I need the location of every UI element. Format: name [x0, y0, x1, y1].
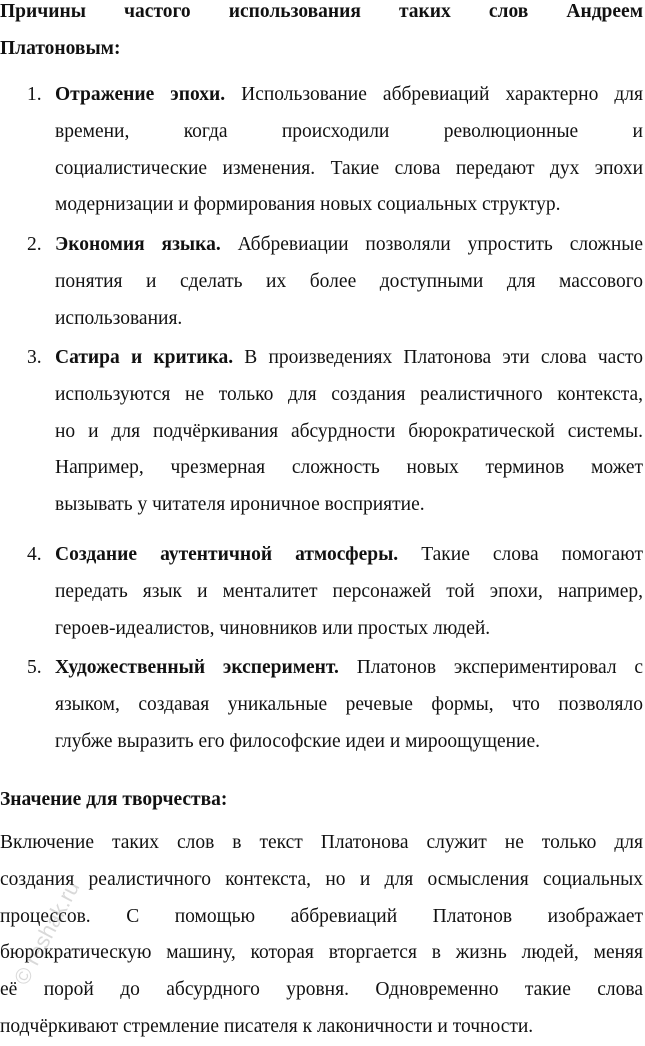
- list-item-line: использования.: [55, 307, 183, 329]
- list-item-title: Сатира и критика.: [55, 347, 234, 368]
- list-number: 2.: [27, 234, 42, 255]
- list-item-title: Создание аутентичной атмосферы.: [55, 544, 399, 565]
- list-item-line: модернизации и формирования новых социальных структур.: [55, 194, 561, 216]
- paragraph-line: Включение таких слов в текст Платонова служит не только для: [0, 832, 643, 853]
- list-item: [27, 77, 643, 224]
- list-number: 4.: [27, 544, 42, 565]
- list-item-text: Использование аббревиаций характерно для: [225, 84, 643, 105]
- list-item-title: Художественный эксперимент.: [55, 657, 339, 678]
- heading-line: Платоновым:: [0, 37, 121, 59]
- list-number: 1.: [27, 84, 42, 105]
- section-heading-significance: Значение для творчества:: [0, 789, 228, 810]
- list-item-line: Например, чрезмерная сложность новых терминов может: [55, 457, 643, 479]
- list-item-line: времени, когда происходили революционные и: [55, 120, 643, 142]
- list-item-line: понятия и сделать их более доступными для массового: [55, 270, 643, 292]
- list-item-line: вызывать у читателя ироничное восприятие.: [55, 494, 425, 516]
- list-item-line: [55, 227, 643, 264]
- paragraph-line: её порой до абсурдного уровня. Одновременно такие слова: [0, 979, 643, 1001]
- paragraph-line: подчёркивают стремление писателя к лаконичности и точности.: [0, 1015, 534, 1037]
- paragraph-line: бюрократическую машину, которая вторгается в жизнь людей, меняя: [0, 942, 643, 964]
- paragraph-line: процессов. С помощью аббревиаций Платонов изображает: [0, 905, 643, 927]
- list-item: [27, 537, 644, 647]
- list-item-line: [55, 77, 643, 114]
- list-item-text: В произведениях Платонова эти слова часто: [233, 347, 643, 368]
- list-item-line: [55, 650, 643, 687]
- heading-line: Причины частого использования таких слов Андреем: [0, 1, 643, 22]
- list-item-line: используются не только для создания реалистичного контекста,: [55, 383, 643, 405]
- list-number: 3.: [27, 347, 42, 368]
- list-item-line: героев-идеалистов, чиновников или простых людей.: [55, 617, 491, 639]
- list-item-text: Платонов экспериментировал с: [338, 657, 644, 678]
- list-number: 5.: [27, 657, 42, 678]
- list-item-title: Экономия языка.: [55, 234, 221, 255]
- list-item-line: [55, 537, 643, 574]
- watermark: © reshak.ru: [8, 876, 85, 989]
- list-item-line: языком, создавая уникальные речевые формы, что позволяло: [55, 693, 643, 715]
- list-item-line: социалистические изменения. Такие слова передают дух эпохи: [55, 157, 643, 179]
- list-item: [27, 340, 643, 524]
- list-item-text: Аббревиации позволяли упростить сложные: [220, 234, 644, 255]
- list-item-line: но и для подчёркивания абсурдности бюрократической системы.: [55, 420, 643, 442]
- list-item-line: глубже выразить его философские идеи и мироощущение.: [55, 730, 541, 752]
- section-heading-reasons: [0, 0, 643, 68]
- significance-paragraph: [0, 825, 643, 1046]
- list-item-title: Отражение эпохи.: [55, 84, 226, 105]
- list-item-line: [55, 340, 643, 377]
- list-item: [27, 227, 644, 337]
- list-item-line: передать язык и менталитет персонажей той эпохи, например,: [55, 580, 643, 602]
- paragraph-line: создания реалистичного контекста, но и для осмысления социальных: [0, 868, 643, 890]
- list-item-text: Такие слова помогают: [398, 544, 644, 565]
- list-item: [27, 650, 644, 760]
